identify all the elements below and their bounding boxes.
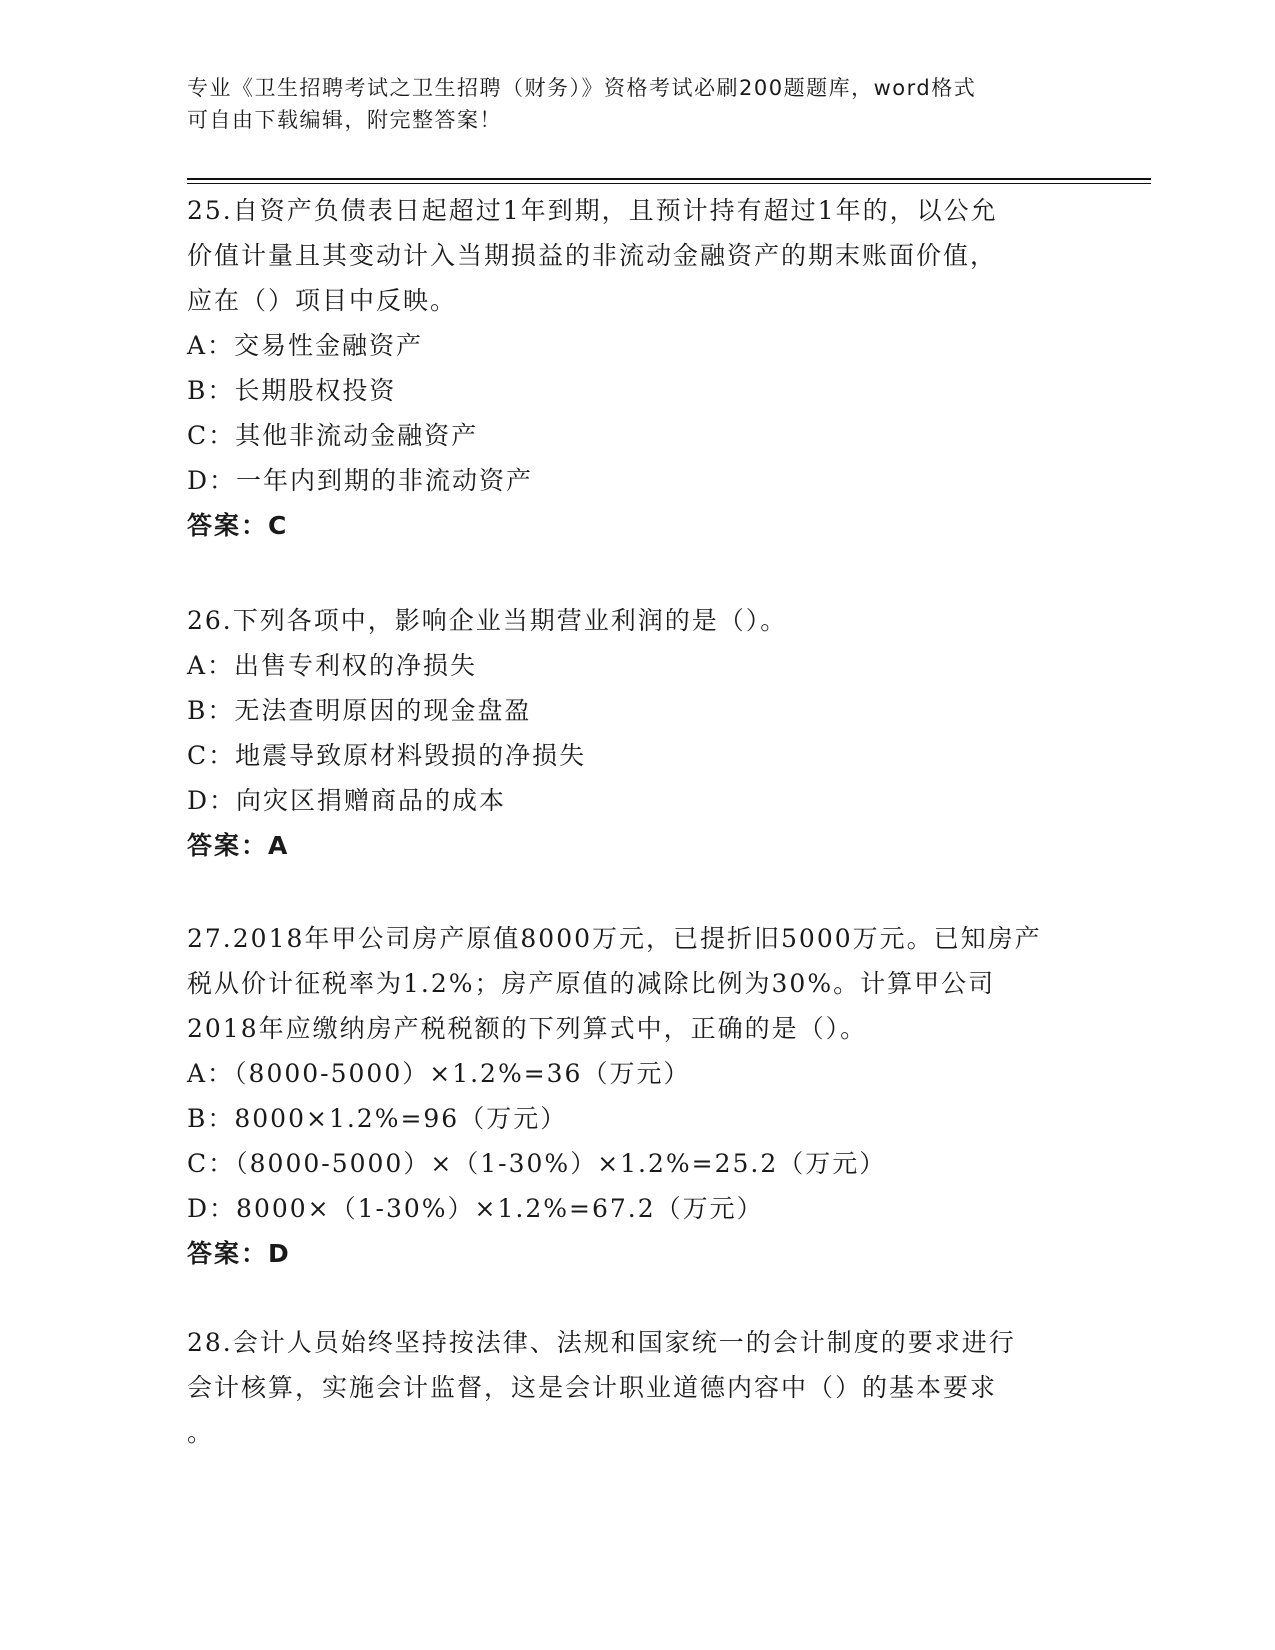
question-text-line: 会计核算，实施会计监督，这是会计职业道德内容中（）的基本要求 [187,1373,998,1402]
option-c: C：（8000-5000）×（1-30%）×1.2%=25.2（万元） [187,1149,887,1178]
option-b: B：长期股权投资 [187,376,397,405]
option-d: D：向灾区捐赠商品的成本 [187,786,507,815]
question-text-line: 25.自资产负债表日起超过1年到期，且预计持有超过1年的，以公允 [187,196,998,225]
header-line-2: 可自由下载编辑，附完整答案！ [187,108,502,132]
question-25 [187,188,1087,548]
option-a: A：出售专利权的净损失 [187,651,478,680]
question-text-line: 应在（）项目中反映。 [187,286,458,315]
question-28 [187,1320,1087,1455]
document-header [187,72,1067,136]
question-27 [187,916,1087,1276]
header-line-1: 专业《卫生招聘考试之卫生招聘（财务）》资格考试必刷200题题库，word格式 [187,76,977,100]
option-c: C：地震导致原材料毁损的净损失 [187,741,587,770]
option-c: C：其他非流动金融资产 [187,421,479,450]
question-text-line: 26.下列各项中，影响企业当期营业利润的是（）。 [187,606,788,635]
question-text-line: 价值计量且其变动计入当期损益的非流动金融资产的期末账面价值， [187,241,998,270]
option-d: D：一年内到期的非流动资产 [187,466,534,495]
question-text-line: 2018年应缴纳房产税税额的下列算式中，正确的是（）。 [187,1014,868,1043]
header-divider-thick [187,178,1151,180]
option-b: B：无法查明原因的现金盘盈 [187,696,532,725]
header-divider-thin [187,183,1151,184]
question-text-line: 27.2018年甲公司房产原值8000万元，已提折旧5000万元。已知房产 [187,924,1042,953]
question-text-line: 。 [187,1418,215,1447]
question-26 [187,598,1087,868]
answer-label: 答案：C [187,511,289,540]
option-b: B：8000×1.2%=96（万元） [187,1104,568,1133]
question-text-line: 税从价计征税率为1.2%；房产原值的减除比例为30%。计算甲公司 [187,969,996,998]
option-a: A：（8000-5000）×1.2%=36（万元） [187,1059,691,1088]
option-d: D：8000×（1-30%）×1.2%=67.2（万元） [187,1194,764,1223]
option-a: A：交易性金融资产 [187,331,424,360]
answer-label: 答案：A [187,831,290,860]
answer-label: 答案：D [187,1239,291,1268]
question-text-line: 28.会计人员始终坚持按法律、法规和国家统一的会计制度的要求进行 [187,1328,1016,1357]
